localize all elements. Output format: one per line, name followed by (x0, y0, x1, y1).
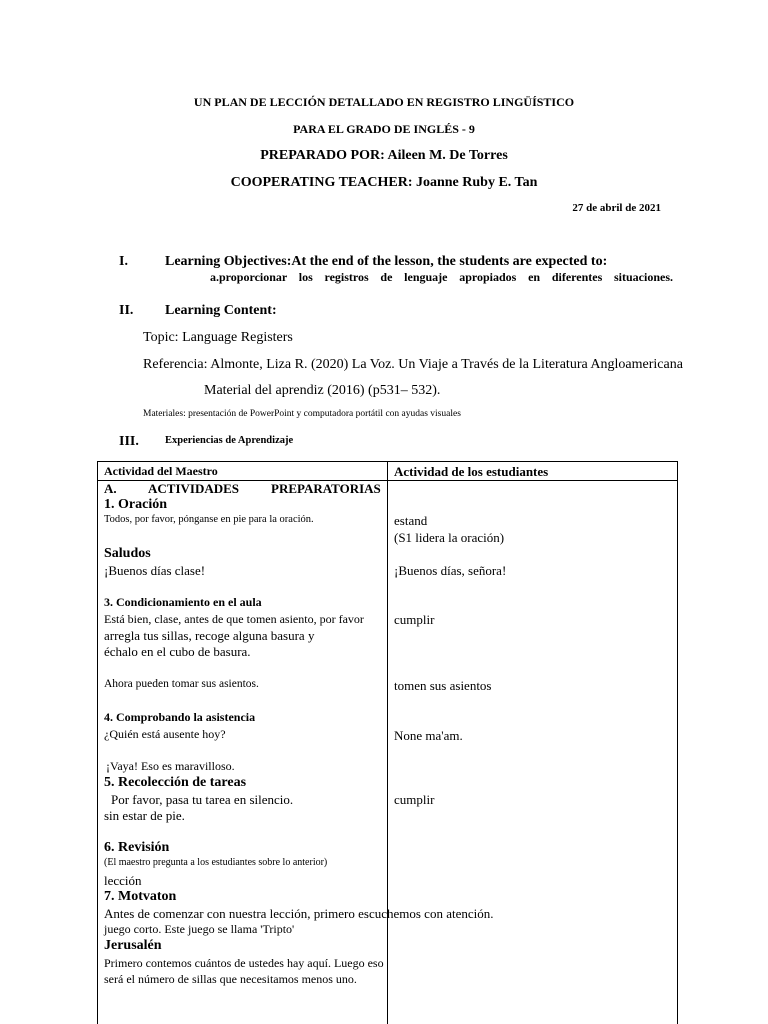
objective-a: a.proporcionar los registros de lenguaje apropiados en diferentes situaciones. (210, 270, 673, 284)
oracion-text: Todos, por favor, pónganse en pie para la oración. (104, 514, 314, 525)
condicionamiento-text-1: Está bien, clase, antes de que tomen asiento, por favor (104, 612, 364, 626)
topic-line: Topic: Language Registers (143, 330, 293, 345)
condicionamiento-heading: 3. Condicionamiento en el aula (104, 595, 262, 609)
revision-heading: 6. Revisión (104, 840, 170, 855)
student-response-1b: (S1 lidera la oración) (394, 530, 505, 545)
motivation-text-3: Jerusalén (104, 938, 162, 953)
reference-line: Referencia: Almonte, Liza R. (2020) La Voz. Un Viaje a Través de la Literatura Angloamericana (143, 357, 683, 372)
reference-continuation: Material del aprendiz (2016) (p531– 532). (204, 383, 441, 398)
student-response-3: cumplir (394, 612, 435, 627)
section-2-numeral: II. (119, 303, 134, 318)
section-3-numeral: III. (119, 434, 139, 449)
student-response-1a: estand (394, 513, 428, 528)
asistencia-text-1: ¿Quién está ausente hoy? (104, 727, 226, 741)
document-title: UN PLAN DE LECCIÓN DETALLADO EN REGISTRO LINGÜÍSTICO (193, 95, 575, 109)
column-header-students: Actividad de los estudiantes (394, 464, 549, 479)
motivation-text-4: Primero contemos cuántos de ustedes hay aquí. Luego eso (104, 956, 384, 970)
document-date: 27 de abril de 2021 (572, 202, 661, 214)
section-3-heading: Experiencias de Aprendizaje (165, 435, 294, 446)
revision-text-2: lección (104, 873, 142, 888)
condicionamiento-text-4: Ahora pueden tomar sus asientos. (104, 678, 259, 690)
table-right-border (677, 461, 678, 1024)
condicionamiento-text-2: arregla tus sillas, recoge alguna basura y (104, 628, 315, 643)
asistencia-text-2: ¡Vaya! Eso es maravilloso. (106, 759, 235, 773)
materials-line: Materiales: presentación de PowerPoint y computadora portátil con ayudas visuales (143, 409, 461, 419)
student-response-6: cumplir (394, 792, 435, 807)
saludos-heading: Saludos (104, 546, 151, 561)
student-response-2: ¡Buenos días, señora! (394, 563, 507, 578)
tareas-heading: 5. Recolección de tareas (104, 775, 247, 790)
prepared-by: PREPARADO POR: Aileen M. De Torres (260, 148, 508, 163)
section-1-numeral: I. (119, 254, 128, 269)
motivation-text-1: Antes de comenzar con nuestra lección, primero escuchemos con atención. (104, 906, 494, 921)
document-subtitle: PARA EL GRADO DE INGLÉS - 9 (293, 122, 475, 136)
activities-a-letter: A. (104, 481, 117, 496)
section-2-heading: Learning Content: (165, 303, 277, 318)
asistencia-heading: 4. Comprobando la asistencia (104, 710, 256, 724)
activities-a-word2: PREPARATORIAS (271, 481, 381, 496)
revision-text-1: (El maestro pregunta a los estudiantes sobre lo anterior) (104, 857, 328, 868)
cooperating-teacher: COOPERATING TEACHER: Joanne Ruby E. Tan (230, 175, 538, 190)
table-column-divider (387, 461, 388, 1024)
saludos-text: ¡Buenos días clase! (104, 563, 206, 578)
student-response-5: None ma'am. (394, 728, 463, 743)
section-1-heading: Learning Objectives:At the end of the lesson, the students are expected to: (165, 254, 608, 269)
oracion-heading: 1. Oración (104, 497, 167, 512)
student-response-4: tomen sus asientos (394, 678, 492, 693)
table-left-border (97, 461, 98, 1024)
motivation-text-2: juego corto. Este juego se llama 'Tripto' (104, 922, 295, 936)
condicionamiento-text-3: échalo en el cubo de basura. (104, 644, 251, 659)
tareas-text-1: Por favor, pasa tu tarea en silencio. (111, 792, 294, 807)
tareas-text-2: sin estar de pie. (104, 808, 185, 823)
motivation-heading: 7. Motvaton (104, 889, 177, 904)
column-header-teacher: Actividad del Maestro (104, 464, 218, 478)
motivation-text-5: será el número de sillas que necesitamos menos uno. (104, 972, 357, 986)
activities-a-word1: ACTIVIDADES (148, 481, 240, 496)
